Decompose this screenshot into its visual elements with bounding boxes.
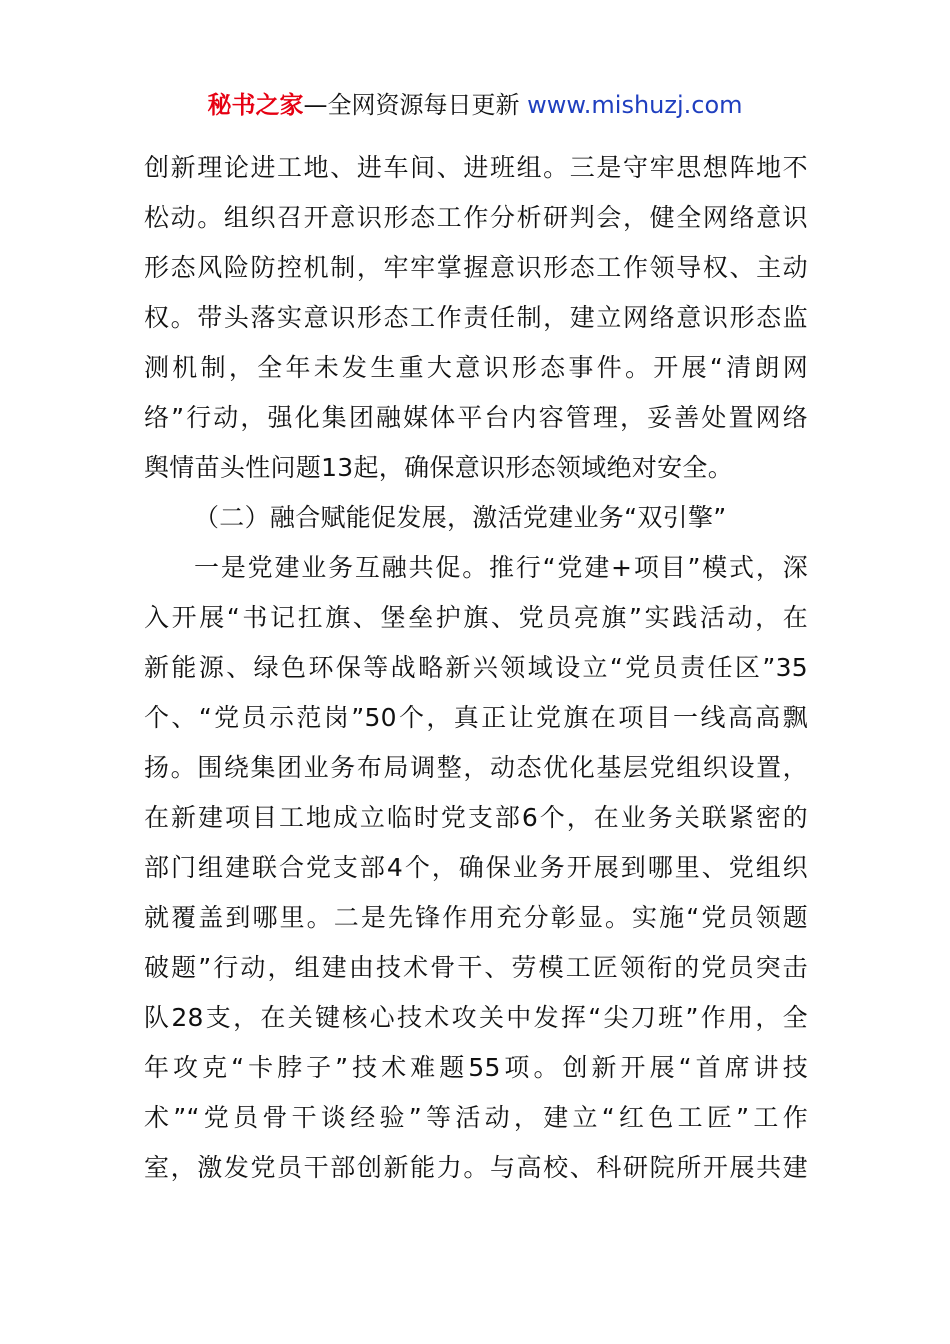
- text-line: 入开展“书记扛旗、堡垒护旗、党员亮旗”实践活动，在: [144, 603, 808, 632]
- text-line: 舆情苗头性问题13起，确保意识形态领域绝对安全。: [144, 453, 734, 482]
- text-line: 松动。组织召开意识形态工作分析研判会，健全网络意识: [144, 203, 808, 232]
- text-line: 形态风险防控机制，牢牢掌握意识形态工作领导权、主动: [144, 253, 808, 282]
- paragraph-first-line: 一是党建业务互融共促。推行“党建+项目”模式，深: [194, 553, 808, 582]
- text-line: 在新建项目工地成立临时党支部6个，在业务关联紧密的: [144, 803, 808, 832]
- header-tagline: —全网资源每日更新: [303, 91, 528, 119]
- text-line: 权。带头落实意识形态工作责任制，建立网络意识形态监: [144, 303, 808, 332]
- text-line: 部门组建联合党支部4个，确保业务开展到哪里、党组织: [144, 853, 808, 882]
- section-heading: （二）融合赋能促发展，激活党建业务“双引擎”: [194, 503, 727, 532]
- text-line: 新能源、绿色环保等战略新兴领域设立“党员责任区”35: [144, 653, 808, 682]
- text-line: 创新理论进工地、进车间、进班组。三是守牢思想阵地不: [144, 153, 808, 182]
- text-line: 室，激发党员干部创新能力。与高校、科研院所开展共建: [144, 1153, 808, 1182]
- text-line: 扬。围绕集团业务布局调整，动态优化基层党组织设置，: [144, 753, 808, 782]
- text-line: 年攻克“卡脖子”技术难题55项。创新开展“首席讲技: [144, 1053, 808, 1082]
- text-line: 术”“党员骨干谈经验”等活动，建立“红色工匠”工作: [144, 1103, 808, 1132]
- text-line: 测机制，全年未发生重大意识形态事件。开展“清朗网: [144, 353, 808, 382]
- header-url[interactable]: www.mishuzj.com: [527, 91, 743, 119]
- text-line: 络”行动，强化集团融媒体平台内容管理，妥善处置网络: [144, 403, 808, 432]
- text-line: 就覆盖到哪里。二是先锋作用充分彰显。实施“党员领题: [144, 903, 808, 932]
- text-line: 个、“党员示范岗”50个，真正让党旗在项目一线高高飘: [144, 703, 808, 732]
- site-header: [0, 88, 950, 122]
- text-line: 队28支，在关键核心技术攻关中发挥“尖刀班”作用，全: [144, 1003, 808, 1032]
- document-body: [144, 143, 808, 1193]
- text-line: 破题”行动，组建由技术骨干、劳模工匠领衔的党员突击: [144, 953, 808, 982]
- brand-name: 秘书之家: [207, 91, 304, 119]
